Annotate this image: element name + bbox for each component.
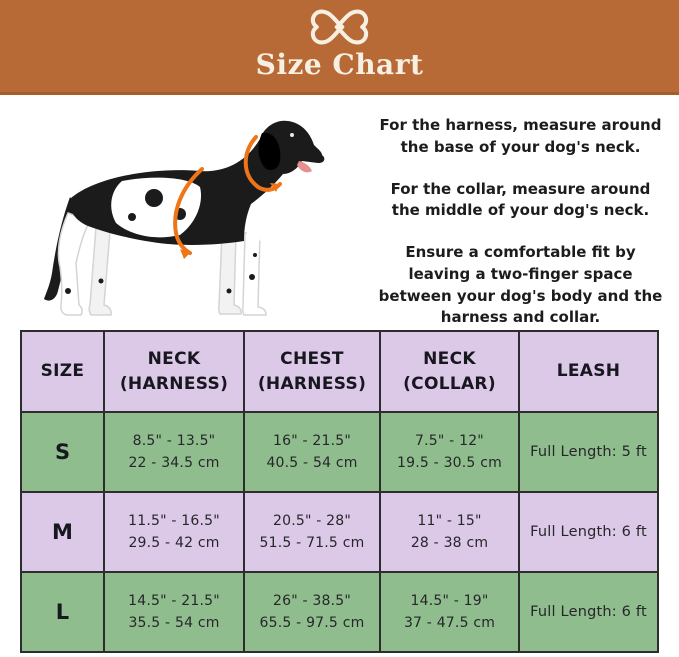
banner (0, 0, 679, 95)
measure-instructions (368, 95, 679, 330)
col-header-neck-harness: NECK (HARNESS) (104, 331, 244, 412)
neck-harness-value: 14.5" - 21.5" 35.5 - 54 cm (104, 572, 244, 652)
col-header-size: SIZE (21, 331, 104, 412)
leash-value: Full Length: 5 ft (519, 412, 658, 492)
chest-harness-value: 16" - 21.5" 40.5 - 54 cm (244, 412, 380, 492)
table-row-size-m (21, 492, 658, 572)
col-header-chest-harness: CHEST (HARNESS) (244, 331, 380, 412)
dog-measurement-image (0, 95, 368, 330)
dog-illustration (0, 95, 368, 330)
col-header-leash: LEASH (519, 331, 658, 412)
neck-harness-value: 8.5" - 13.5" 22 - 34.5 cm (104, 412, 244, 492)
fit-instruction-text: Ensure a comfortable fit by leaving a two-finger space between your dog's body and the harness and collar. (378, 243, 663, 327)
size-label: S (21, 412, 104, 492)
neck-collar-value: 14.5" - 19" 37 - 47.5 cm (380, 572, 519, 652)
size-chart-table (20, 330, 659, 653)
neck-harness-value: 11.5" - 16.5" 29.5 - 42 cm (104, 492, 244, 572)
size-table-container (0, 330, 679, 657)
neck-collar-value: 7.5" - 12" 19.5 - 30.5 cm (380, 412, 519, 492)
double-heart-infinity-logo-icon (303, 7, 376, 47)
measure-section (0, 95, 679, 330)
leash-value: Full Length: 6 ft (519, 572, 658, 652)
table-header-row (21, 331, 658, 412)
size-label: L (21, 572, 104, 652)
col-header-neck-collar: NECK (COLLAR) (380, 331, 519, 412)
page-title: Size Chart (255, 48, 424, 81)
table-row-size-l (21, 572, 658, 652)
harness-instruction-text: For the harness, measure around the base of your dog's neck. (379, 116, 662, 156)
size-label: M (21, 492, 104, 572)
chest-harness-value: 26" - 38.5" 65.5 - 97.5 cm (244, 572, 380, 652)
chest-harness-value: 20.5" - 28" 51.5 - 71.5 cm (244, 492, 380, 572)
collar-instruction-text: For the collar, measure around the middle of your dog's neck. (390, 179, 651, 220)
table-row-size-s (21, 412, 658, 492)
neck-collar-value: 11" - 15" 28 - 38 cm (380, 492, 519, 572)
leash-value: Full Length: 6 ft (519, 492, 658, 572)
